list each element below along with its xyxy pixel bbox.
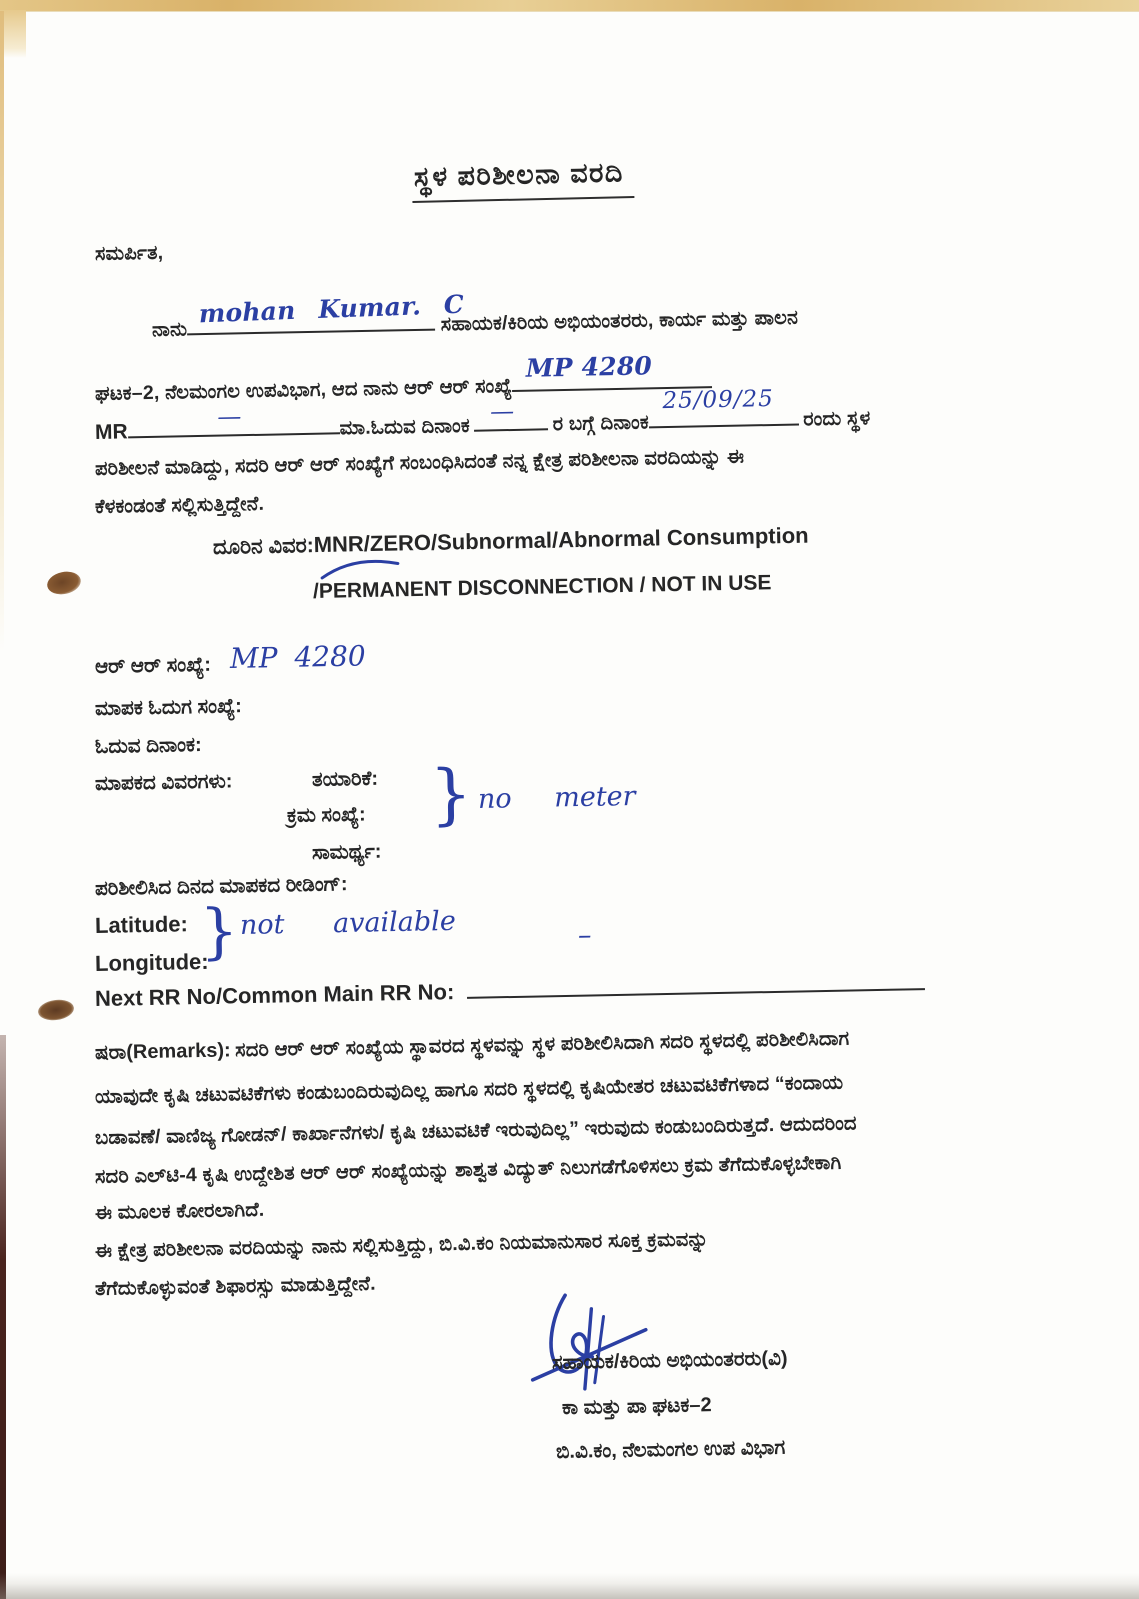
complaint-text-1: MNR/ZERO/Subnormal/Abnormal Consumption [313, 522, 809, 558]
remarks-line-5: ಈ ಮೂಲಕ ಕೋರಲಾಗಿದೆ. [94, 1198, 265, 1224]
handwritten-date: 25/09/25 [662, 385, 775, 415]
intro-line-2-pre: ಘಟಕ–2, ನೆಲಮಂಗಲ ಉಪವಿಭಾಗ, ಆದ ನಾನು ಆರ್ ಆರ್ ಸಂಖ್ಯೆ [94, 374, 513, 405]
remarks-label: ಷರಾ(Remarks): [94, 1039, 231, 1064]
handwritten-dash-2: — [489, 396, 515, 426]
intro-line-1-post: ಸಹಾಯಕ/ಕಿರಿಯ ಅಭಿಯಂತರರು, ಕಾರ್ಯ ಮತ್ತು ಪಾಲನ [440, 306, 799, 336]
intro-line-3-mid2: ರ ಬಗ್ಗೆ ದಿನಾಂಕ [552, 411, 650, 436]
intro-line-5: ಕೆಳಕಂಡಂತೆ ಸಲ್ಲಿಸುತ್ತಿದ್ದೇನೆ. [94, 492, 265, 518]
scan-bottom-shadow [0, 1573, 1139, 1599]
intro-line-3-mid: ಮಾ.ಓದುವ ದಿನಾಂಕ [339, 414, 471, 440]
remarks-line-1 [95, 1028, 850, 1065]
signature-title-2: ಕಾ ಮತ್ತು ಪಾ ಘಟಕ–2 [561, 1394, 712, 1419]
intro-line-4: ಪರಿಶೀಲನೆ ಮಾಡಿದ್ದು, ಸದರಿ ಆರ್ ಆರ್ ಸಂಖ್ಯೆಗೆ ಸಂಬಂಧಿಸಿದಂತೆ ನನ್ನ ಕ್ಷೇತ್ರ ಪರಿಶೀಲನಾ ವರದಿಯನ್ನು ಈ [94, 445, 745, 480]
complaint-line-1 [213, 523, 809, 560]
handwritten-brace-2: } [199, 896, 239, 967]
handwritten-dash-1: — [217, 402, 242, 431]
scan-left-edge [0, 11, 4, 651]
meter-reader-field-label: ಮಾಪಕ ಓದುಗ ಸಂಖ್ಯೆ: [94, 695, 243, 720]
intro-line-1-pre: ನಾನು [151, 318, 188, 341]
handwritten-brace-1: } [429, 755, 473, 833]
next-rr-row [95, 970, 925, 1012]
scan-top-edge [0, 0, 1139, 12]
capacity-field-label: ಸಾಮರ್ಥ್ಯ: [311, 840, 382, 864]
longitude-label: Longitude: [94, 948, 209, 976]
next-rr-blank-underline [467, 972, 925, 999]
mr-blank-underline [127, 402, 339, 438]
remarks-text-1: ಸದರಿ ಆರ್ ಆರ್ ಸಂಖ್ಯೆಯ ಸ್ಥಾವರದ ಸ್ಥಳವನ್ನು ಸ್ಥಳ ಪರಿಶೀಲಿಸಿದಾಗಿ ಸದರಿ ಸ್ಥಳದಲ್ಲಿ ಪರಿಶೀಲಿಸಿದಾಗ [234, 1027, 850, 1062]
handwritten-dash-3: – [577, 919, 592, 951]
remarks-line-4: ಸದರಿ ಎಲ್‌ಟಿ-4 ಕೃಷಿ ಉದ್ದೇಶಿತ ಆರ್ ಆರ್ ಸಂಖ್ಯೆಯನ್ನು ಶಾಶ್ವತ ವಿದ್ಯುತ್ ನಿಲುಗಡೆಗೊಳಿಸಲು ಕ್ರಮ ತೆಗೆದುಕೊಳ್ಳಬೇಕಾಗಿ [94, 1151, 842, 1188]
read-date-blank-underline [474, 396, 548, 431]
signature-title-1: ಸಹಾಯಕ/ಕಿರಿಯ ಅಭಿಯಂತರರು(ವಿ) [551, 1347, 788, 1374]
closing-line-1: ಈ ಕ್ಷೇತ್ರ ಪರಿಶೀಲನಾ ವರದಿಯನ್ನು ನಾನು ಸಲ್ಲಿಸುತ್ತಿದ್ದು, ಬಿ.ವಿ.ಕಂ ನಿಯಮಾನುಸಾರ ಸೂಕ್ತ ಕ್ರಮವನ್ನು [94, 1228, 709, 1262]
intro-line-2 [94, 351, 713, 406]
signature-ink [527, 1284, 719, 1398]
latitude-label: Latitude: [94, 911, 189, 938]
stain-mark-1 [45, 569, 83, 598]
scan-left-edge-shadow [0, 1035, 6, 1599]
remarks-line-3: ಬಡಾವಣೆ/ ವಾಣಿಜ್ಯ ಗೋಡನ್/ ಕಾರ್ಖಾನೆಗಳು/ ಕೃಷಿ ಚಟುವಟಿಕೆ ಇರುವುದಿಲ್ಲ” ಇರುವುದು ಕಂಡುಬಂದಿರುತ್ತದೆ. ಆದುದರಿಂದ [94, 1112, 857, 1149]
remarks-line-2: ಯಾವುದೇ ಕೃಷಿ ಚಟುವಟಿಕೆಗಳು ಕಂಡುಬಂದಿರುವುದಿಲ್ಲ ಹಾಗೂ ಸದರಿ ಸ್ಥಳದಲ್ಲಿ ಕೃಷಿಯೇತರ ಚಟುವಟಿಕೆಗಳಾದ “ಕಂದಾಯ [94, 1071, 844, 1108]
closing-line-2: ತೆಗೆದುಕೊಳ್ಳುವಂತೆ ಶಿಫಾರಸ್ಸು ಮಾಡುತ್ತಿದ್ದೇನೆ. [94, 1272, 376, 1300]
reading-date-field-label: ಓದುವ ದಿನಾಂಕ: [94, 733, 202, 758]
signature-title-3: ಬಿ.ವಿ.ಕಂ, ನೆಲಮಂಗಲ ಉಪ ವಿಭಾಗ [555, 1436, 786, 1463]
handwritten-not-available: not available [239, 905, 457, 941]
pen-tick-mark [320, 556, 402, 582]
date-blank-underline [649, 385, 799, 428]
handwritten-rr-no-field: MP 4280 [229, 639, 366, 675]
rr-no-field-label: ಆರ್ ಆರ್ ಸಂಖ್ಯೆ: [94, 653, 212, 678]
complaint-line-2: /PERMANENT DISCONNECTION / NOT IN USE [312, 571, 772, 603]
salutation: ಸಮರ್ಪಿತ, [94, 241, 164, 265]
serial-field-label: ಕ್ರಮ ಸಂಖ್ಯೆ: [286, 803, 366, 827]
name-blank-underline [187, 289, 465, 336]
handwritten-no-meter: no meter [477, 780, 636, 815]
intro-line-1 [151, 289, 799, 342]
inspection-reading-field-label: ಪರಿಶೀಲಿಸಿದ ದಿನದ ಮಾಪಕದ ರೀಡಿಂಗ್: [94, 873, 348, 900]
mr-label: MR [94, 420, 128, 444]
page-title: ಸ್ಥಳ ಪರಿಶೀಲನಾ ವರದಿ [412, 157, 635, 203]
handwritten-rr-number: MP 4280 [525, 351, 653, 383]
intro-line-3-post: ರಂದು ಸ್ಥಳ [803, 407, 871, 431]
make-field-label: ತಯಾರಿಕೆ: [311, 767, 379, 791]
complaint-label: ದೂರಿನ ವಿವರ: [212, 534, 314, 559]
handwritten-name: mohan Kumar. C [198, 289, 465, 329]
next-rr-label: Next RR No/Common Main RR No: [94, 979, 455, 1011]
meter-details-field-label: ಮಾಪಕದ ವಿವರಗಳು: [94, 770, 233, 795]
stain-mark-2 [37, 998, 75, 1023]
